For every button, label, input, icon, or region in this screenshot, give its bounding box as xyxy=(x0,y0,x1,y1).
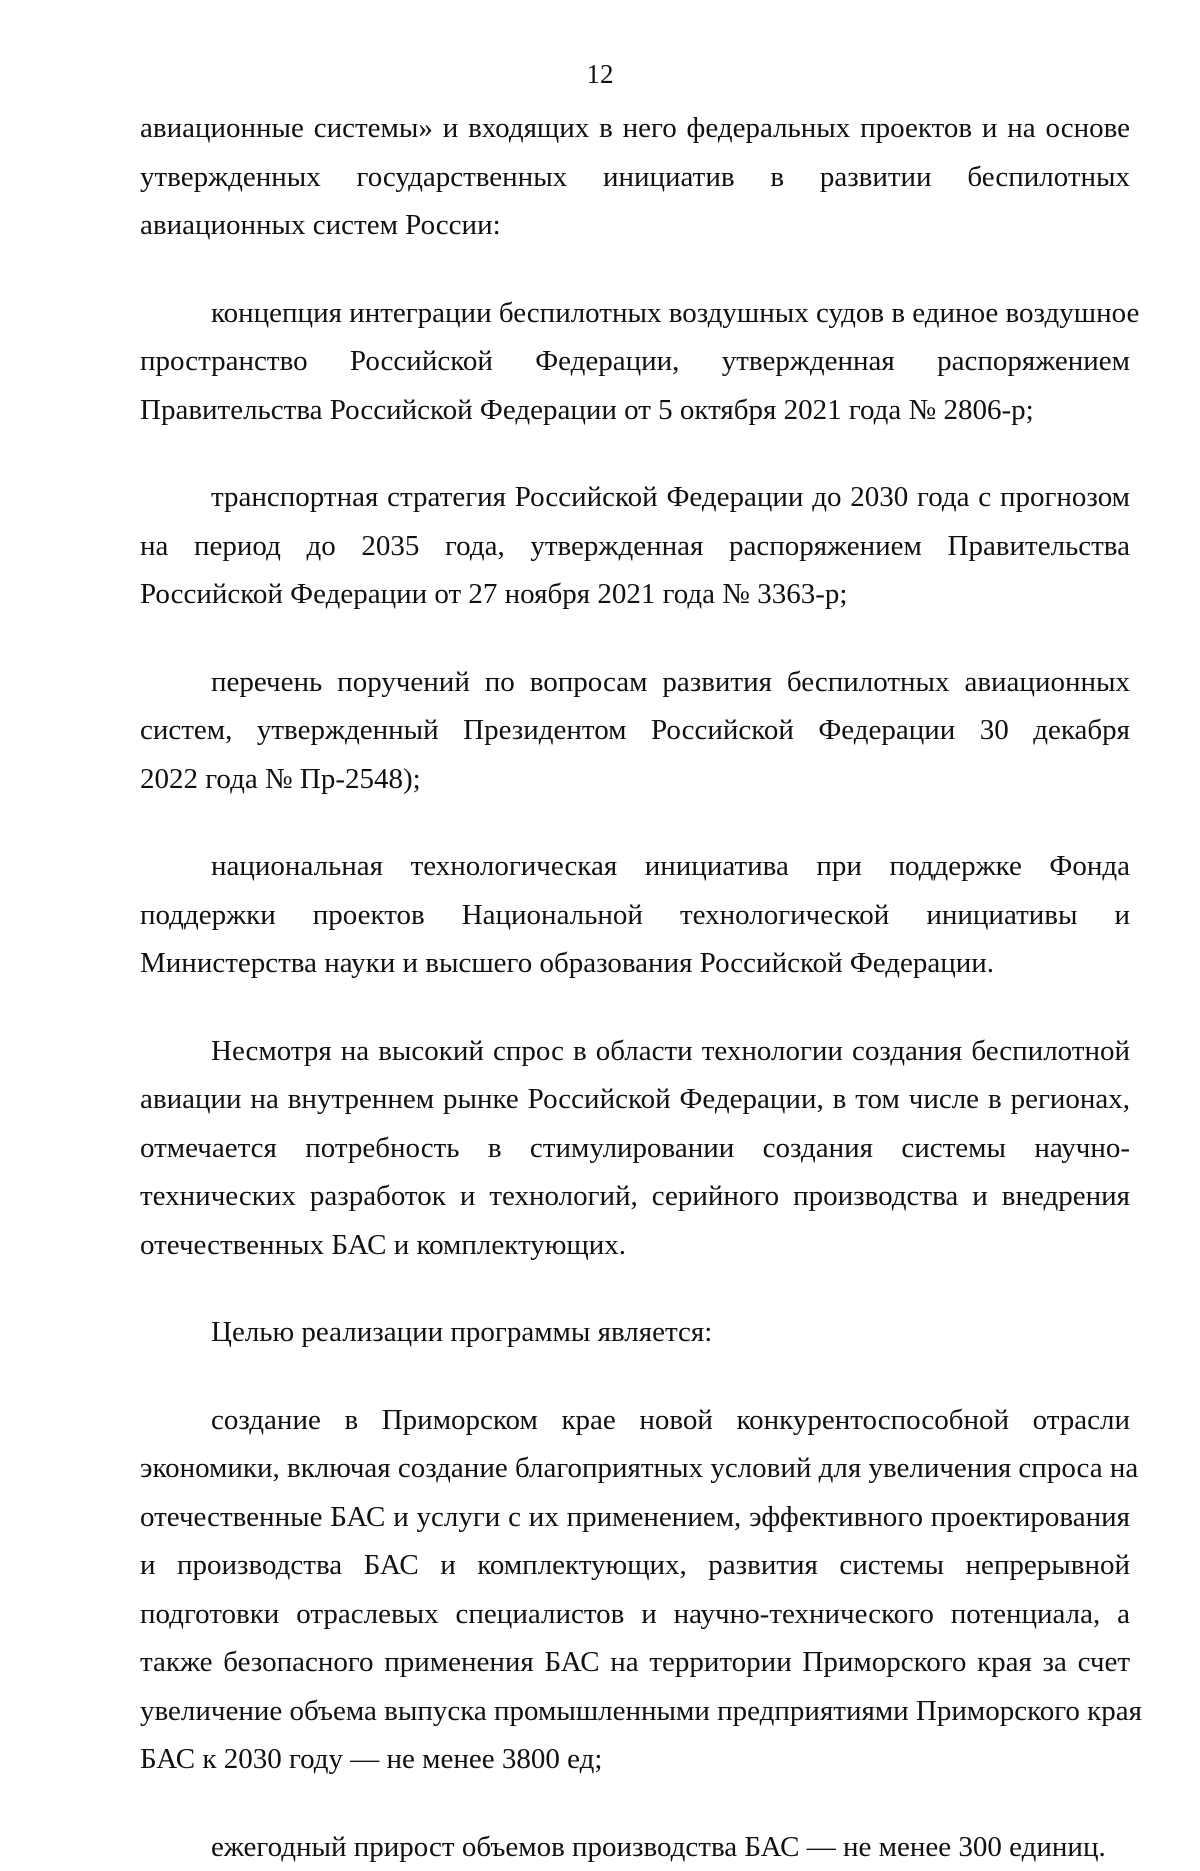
text-line: перечень поручений по вопросам развития беспилотных авиационных xyxy=(140,658,1130,707)
document-body xyxy=(140,104,1130,1871)
text-line: увеличение объема выпуска промышленными предприятиями Приморского края xyxy=(140,1687,1130,1736)
text-line: авиации на внутреннем рынке Российской Федерации, в том числе в регионах, xyxy=(140,1075,1130,1124)
text-line: на период до 2035 года, утвержденная распоряжением Правительства xyxy=(140,522,1130,571)
text-line: отечественные БАС и услуги с их применением, эффективного проектирования xyxy=(140,1493,1130,1542)
text-line: 2022 года № Пр-2548); xyxy=(140,755,1130,804)
paragraph xyxy=(140,1308,1130,1357)
text-line: пространство Российской Федерации, утвержденная распоряжением xyxy=(140,337,1130,386)
text-line: экономики, включая создание благоприятных условий для увеличения спроса на xyxy=(140,1444,1130,1493)
paragraph xyxy=(140,658,1130,804)
text-line: национальная технологическая инициатива при поддержке Фонда xyxy=(140,842,1130,891)
paragraph xyxy=(140,1823,1130,1871)
paragraph xyxy=(140,1027,1130,1270)
text-line: создание в Приморском крае новой конкурентоспособной отрасли xyxy=(140,1396,1130,1445)
text-line: отмечается потребность в стимулировании создания системы научно- xyxy=(140,1124,1130,1173)
text-line: систем, утвержденный Президентом Российской Федерации 30 декабря xyxy=(140,706,1130,755)
text-line: транспортная стратегия Российской Федерации до 2030 года с прогнозом xyxy=(140,473,1130,522)
paragraph xyxy=(140,104,1130,250)
text-line: концепция интеграции беспилотных воздушных судов в единое воздушное xyxy=(140,289,1130,338)
text-line: Правительства Российской Федерации от 5 октября 2021 года № 2806-р; xyxy=(140,386,1130,435)
text-line: подготовки отраслевых специалистов и научно-технического потенциала, а xyxy=(140,1590,1130,1639)
text-line: и производства БАС и комплектующих, развития системы непрерывной xyxy=(140,1541,1130,1590)
text-line: поддержки проектов Национальной технологической инициативы и xyxy=(140,891,1130,940)
text-line: также безопасного применения БАС на территории Приморского края за счет xyxy=(140,1638,1130,1687)
text-line: Министерства науки и высшего образования Российской Федерации. xyxy=(140,939,1130,988)
paragraph xyxy=(140,289,1130,435)
paragraph xyxy=(140,1396,1130,1784)
text-line: авиационных систем России: xyxy=(140,201,1130,250)
text-line: технических разработок и технологий, серийного производства и внедрения xyxy=(140,1172,1130,1221)
paragraph xyxy=(140,842,1130,988)
text-line: утвержденных государственных инициатив в развитии беспилотных xyxy=(140,153,1130,202)
paragraph xyxy=(140,473,1130,619)
text-line: ежегодный прирост объемов производства БАС — не менее 300 единиц. xyxy=(140,1823,1130,1871)
text-line: БАС к 2030 году — не менее 3800 ед; xyxy=(140,1735,1130,1784)
page-number: 12 xyxy=(0,58,1200,90)
text-line: Целью реализации программы является: xyxy=(140,1308,1130,1357)
text-line: авиационные системы» и входящих в него федеральных проектов и на основе xyxy=(140,104,1130,153)
text-line: Российской Федерации от 27 ноября 2021 года № 3363-р; xyxy=(140,570,1130,619)
text-line: отечественных БАС и комплектующих. xyxy=(140,1221,1130,1270)
text-line: Несмотря на высокий спрос в области технологии создания беспилотной xyxy=(140,1027,1130,1076)
